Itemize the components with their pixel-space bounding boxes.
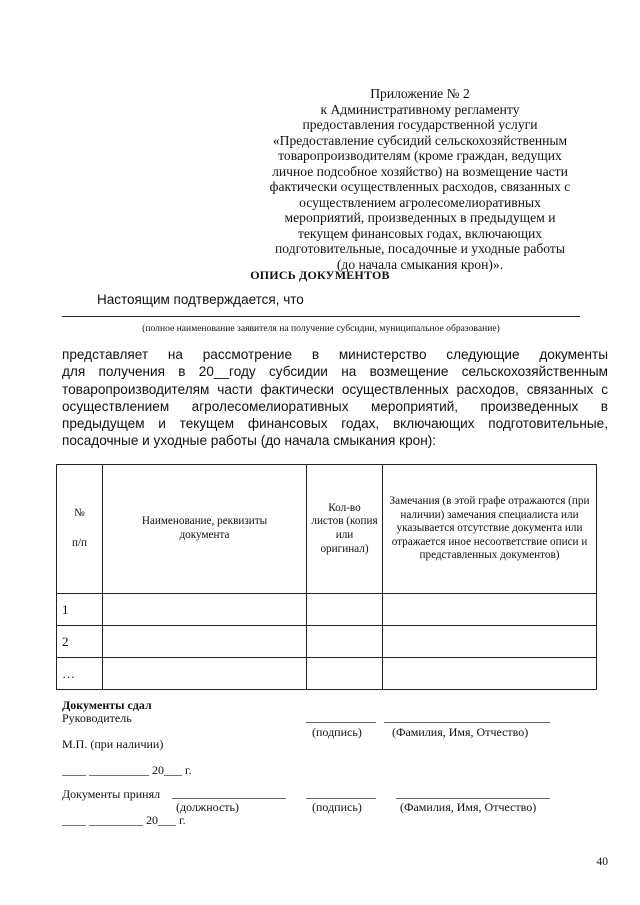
table-row <box>57 658 597 690</box>
appendix-line: подготовительные, посадочные и уходные работы <box>275 241 565 256</box>
header-number-sign: № <box>74 507 85 520</box>
row-name-cell[interactable] <box>103 626 307 658</box>
header-number-label: п/п <box>71 537 88 549</box>
row-number: … <box>57 658 103 690</box>
applicant-hint: (полное наименование заявителя на получение субсидии, муниципальное образование) <box>142 323 500 334</box>
row-remarks-cell[interactable] <box>383 594 597 626</box>
table-row <box>57 626 597 658</box>
body-paragraph <box>62 346 608 450</box>
submitted-title: Документы сдал <box>62 698 152 712</box>
body-line: осуществлением агролесомелиоративных мероприятий, произведенных в <box>62 398 608 414</box>
page-number: 40 <box>596 856 608 868</box>
row-name-cell[interactable] <box>103 594 307 626</box>
appendix-line: предоставления государственной услуги <box>302 117 538 132</box>
head-fio-line[interactable] <box>384 722 550 723</box>
appendix-line: мероприятий, произведенных в предыдущем и <box>284 210 556 225</box>
received-signature-line[interactable] <box>306 798 376 799</box>
appendix-line: текущем финансовых годах, включающих <box>297 225 543 241</box>
confirm-text: Настоящим подтверждается, что <box>97 292 304 307</box>
header-count: Кол-во листов (копия или оригинал) <box>307 465 383 594</box>
date-line-received[interactable]: ____ _________ 20___ г. <box>62 813 186 827</box>
table-row <box>57 594 597 626</box>
appendix-line: к Административному регламенту <box>320 101 520 117</box>
appendix-line: товаропроизводителям (кроме граждан, ведущих <box>278 148 562 163</box>
row-remarks-cell[interactable] <box>383 658 597 690</box>
head-signature-line[interactable] <box>306 722 376 723</box>
appendix-line: личное подсобное хозяйство) на возмещение части <box>272 163 568 179</box>
signature-hint: (подпись) <box>312 800 362 814</box>
appendix-line: «Предоставление субсидий сельскохозяйственным <box>272 132 568 148</box>
row-remarks-cell[interactable] <box>383 626 597 658</box>
row-name-cell[interactable] <box>103 658 307 690</box>
documents-table <box>56 464 597 690</box>
body-line: товаропроизводителям части фактически осуществленных расходов, связанных с <box>62 381 608 397</box>
appendix-line: (до начала смыкания крон)». <box>336 256 504 272</box>
row-number: 2 <box>57 626 103 658</box>
head-label: Руководитель <box>62 711 132 725</box>
table-header-row <box>57 465 597 594</box>
signature-hint: (подпись) <box>312 725 362 739</box>
header-remarks: Замечания (в этой графе отражаются (при наличии) замечания специалиста или указывается отсутствие документа или отражается иное несоответствие описи и представленных документов) <box>383 465 597 594</box>
appendix-header <box>250 86 590 272</box>
fio-hint: (Фамилия, Имя, Отчество) <box>400 800 537 814</box>
row-count-cell[interactable] <box>307 626 383 658</box>
header-number <box>57 465 103 594</box>
appendix-line: Приложение № 2 <box>370 86 470 101</box>
applicant-fill-line[interactable] <box>62 316 580 317</box>
appendix-line: осуществлением агролесомелиоративных <box>299 194 541 210</box>
position-line[interactable] <box>172 798 286 799</box>
body-line: для получения в 20__году субсидии на возмещение сельскохозяйственным <box>62 364 608 380</box>
received-label: Документы принял <box>62 787 161 801</box>
row-count-cell[interactable] <box>307 594 383 626</box>
header-name: Наименование, реквизиты документа <box>103 465 307 594</box>
body-line: представляет на рассмотрение в министерство следующие документы <box>62 347 608 362</box>
received-fio-line[interactable] <box>396 798 550 799</box>
body-line: предыдущем и текущем финансовых годах, включающих подготовительные, <box>62 416 608 432</box>
fio-hint: (Фамилия, Имя, Отчество) <box>392 725 529 739</box>
stamp-label: М.П. (при наличии) <box>62 737 164 751</box>
row-number: 1 <box>57 594 103 626</box>
row-count-cell[interactable] <box>307 658 383 690</box>
appendix-line: фактически осуществленных расходов, связанных с <box>269 179 571 194</box>
position-hint: (должность) <box>176 800 239 814</box>
document-title: ОПИСЬ ДОКУМЕНТОВ <box>250 268 390 282</box>
date-line-submitted[interactable]: ____ __________ 20___ г. <box>62 763 192 777</box>
body-line: посадочные и уходные работы (до начала смыкания крон): <box>62 433 437 449</box>
